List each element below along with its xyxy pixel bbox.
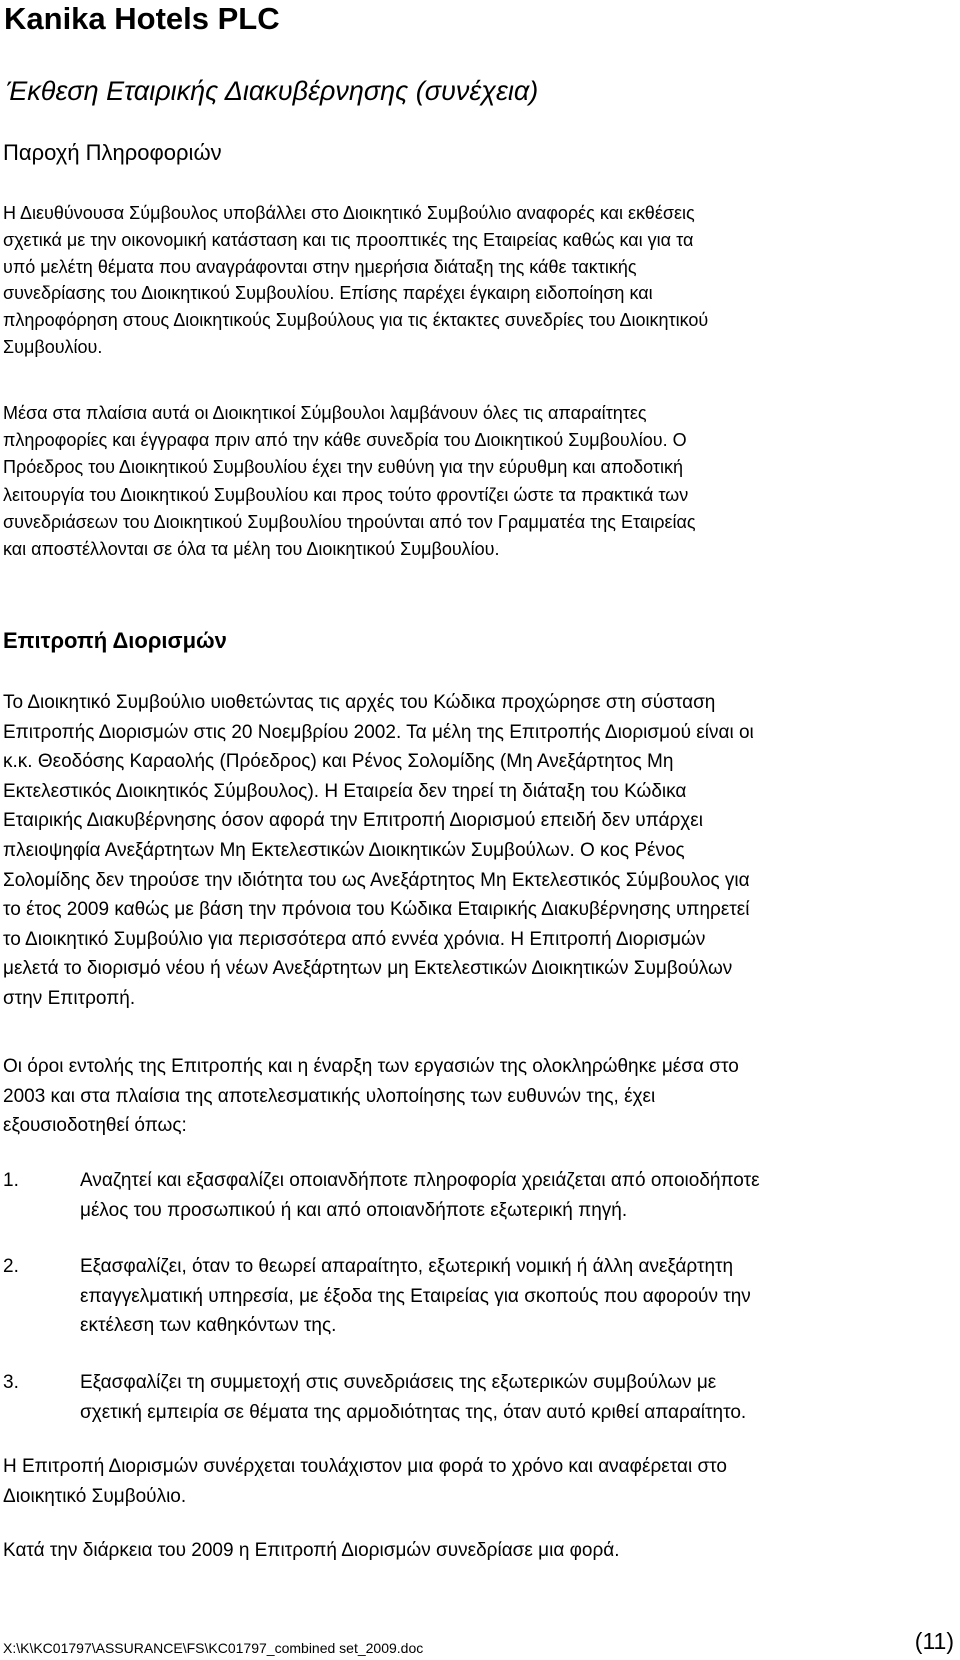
text-line: επαγγελματική υπηρεσία, με έξοδα της Εταιρείας για σκοπούς που αφορούν την	[80, 1285, 751, 1307]
text-line: Οι όροι εντολής της Επιτροπής και η έναρξη των εργασιών της ολοκληρώθηκε μέσα στο	[3, 1056, 739, 1077]
list-number: 3.	[3, 1372, 19, 1393]
text-line: μελετά το διορισμό νέου ή νέων Ανεξάρτητων μη Εκτελεστικών Διοικητικών Συμβούλων	[3, 958, 733, 980]
text-line: και αποστέλλονται σε όλα τα μέλη του Διοικητικού Συμβουλίου.	[3, 539, 500, 560]
text-line: 2003 και στα πλαίσια της αποτελεσματικής υλοποίησης των ευθυνών της, έχει	[3, 1085, 656, 1107]
text-line: μέλος του προσωπικού ή και από οποιανδήποτε εξωτερική πηγή.	[80, 1199, 628, 1221]
text-line: Διοικητικό Συμβούλιο.	[3, 1485, 187, 1507]
list-number: 2.	[3, 1256, 19, 1277]
info-paragraph-1	[3, 200, 708, 361]
text-line: συνεδριάσεων του Διοικητικού Συμβουλίου τηρούνται από τον Γραμματέα της Εταιρείας	[3, 511, 696, 532]
info-heading: Παροχή Πληροφοριών	[3, 140, 222, 165]
text-line: Πρόεδρος του Διοικητικού Συμβουλίου έχει την ευθύνη για την εύρυθμη και αποδοτική	[3, 457, 684, 478]
text-line: εξουσιοδοτηθεί όπως:	[3, 1115, 187, 1137]
company-name: Kanika Hotels PLC	[4, 1, 280, 36]
list-item-text	[80, 1166, 960, 1225]
text-line: σχετική εμπειρία σε θέματα της αρμοδιότητας της, όταν αυτό κριθεί απαραίτητο.	[80, 1401, 747, 1423]
nominations-heading: Επιτροπή Διορισμών	[3, 628, 227, 653]
list-item-text	[80, 1252, 960, 1341]
text-line: Σολομίδης δεν τηρούσε την ιδιότητα του ως Ανεξάρτητος Μη Εκτελεστικός Σύμβουλος για	[3, 869, 750, 891]
nominations-paragraph-3	[3, 1452, 727, 1511]
text-line: Εταιρικής Διακυβέρνησης όσον αφορά την Επιτροπή Διορισμού επειδή δεν υπάρχει	[3, 810, 703, 832]
text-line: Η Διευθύνουσα Σύμβουλος υποβάλλει στο Διοικητικό Συμβούλιο αναφορές και εκθέσεις	[3, 203, 695, 223]
footer-file-path: X:\K\KC01797\ASSURANCE\FS\KC01797_combined set_2009.doc	[3, 1640, 424, 1656]
text-line: Κατά την διάρκεια του 2009 η Επιτροπή Διορισμών συνεδρίασε μια φορά.	[3, 1540, 620, 1561]
text-line: Εξασφαλίζει, όταν το θεωρεί απαραίτητο, εξωτερική νομική ή άλλη ανεξάρτητη	[80, 1256, 734, 1277]
text-line: λειτουργία του Διοικητικού Συμβουλίου και προς τούτο φροντίζει ώστε τα πρακτικά των	[3, 484, 689, 505]
nominations-paragraph-4	[3, 1536, 620, 1566]
text-line: συνεδρίασης του Διοικητικού Συμβουλίου. Επίσης παρέχει έγκαιρη ειδοποίηση και	[3, 283, 653, 304]
text-line: στην Επιτροπή.	[3, 987, 136, 1009]
text-line: το έτος 2009 καθώς με βάση την πρόνοια του Κώδικα Εταιρικής Διακυβέρνησης υπηρετεί	[3, 899, 750, 921]
info-paragraph-2	[3, 400, 696, 563]
report-title: Έκθεση Εταιρικής Διακυβέρνησης (συνέχεια)	[6, 76, 539, 106]
text-line: Εξασφαλίζει τη συμμετοχή στις συνεδριάσεις της εξωτερικών συμβούλων με	[80, 1372, 717, 1393]
list-number: 1.	[3, 1170, 19, 1191]
text-line: πλειοψηφία Ανεξάρτητων Μη Εκτελεστικών Διοικητικών Συμβούλων. Ο κος Ρένος	[3, 839, 685, 861]
text-line: Συμβουλίου.	[3, 336, 103, 357]
text-line: Το Διοικητικό Συμβούλιο υιοθετώντας τις αρχές του Κώδικα προχώρησε στη σύσταση	[3, 692, 716, 713]
text-line: κ.κ. Θεοδόσης Καραολής (Πρόεδρος) και Ρένος Σολομίδης (Μη Ανεξάρτητος Μη	[3, 751, 674, 773]
nominations-paragraph-2	[3, 1052, 739, 1141]
text-line: Μέσα στα πλαίσια αυτά οι Διοικητικοί Σύμβουλοι λαμβάνουν όλες τις απαραίτητες	[3, 403, 647, 423]
text-line: Αναζητεί και εξασφαλίζει οποιανδήποτε πληροφορία χρειάζεται από οποιοδήποτε	[80, 1170, 760, 1191]
text-line: το Διοικητικό Συμβούλιο για περισσότερα από εννέα χρόνια. Η Επιτροπή Διορισμών	[3, 928, 706, 950]
text-line: εκτέλεση των καθηκόντων της.	[80, 1315, 337, 1337]
text-line: υπό μελέτη θέματα που αναγράφονται στην ημερήσια διάταξη της κάθε τακτικής	[3, 256, 637, 277]
nominations-paragraph-1	[3, 688, 754, 1014]
text-line: Εκτελεστικός Διοικητικός Σύμβουλος). Η Εταιρεία δεν τηρεί τη διάταξη του Κώδικα	[3, 780, 687, 802]
text-line: Επιτροπής Διορισμών στις 20 Νοεμβρίου 2002. Τα μέλη της Επιτροπής Διορισμού είναι οι	[3, 721, 754, 743]
text-line: Η Επιτροπή Διορισμών συνέρχεται τουλάχιστον μια φορά το χρόνο και αναφέρεται στο	[3, 1456, 727, 1477]
page-number: (11)	[914, 1628, 954, 1654]
text-line: πληροφορίες και έγγραφα πριν από την κάθε συνεδρία του Διοικητικού Συμβουλίου. Ο	[3, 430, 687, 451]
text-line: πληροφόρηση στους Διοικητικούς Συμβούλους για τις έκτακτες συνεδρίες του Διοικητικού	[3, 310, 709, 331]
text-line: σχετικά με την οικονομική κατάσταση και τις προοπτικές της Εταιρείας καθώς και για τα	[3, 229, 694, 250]
list-item-text	[80, 1368, 960, 1427]
